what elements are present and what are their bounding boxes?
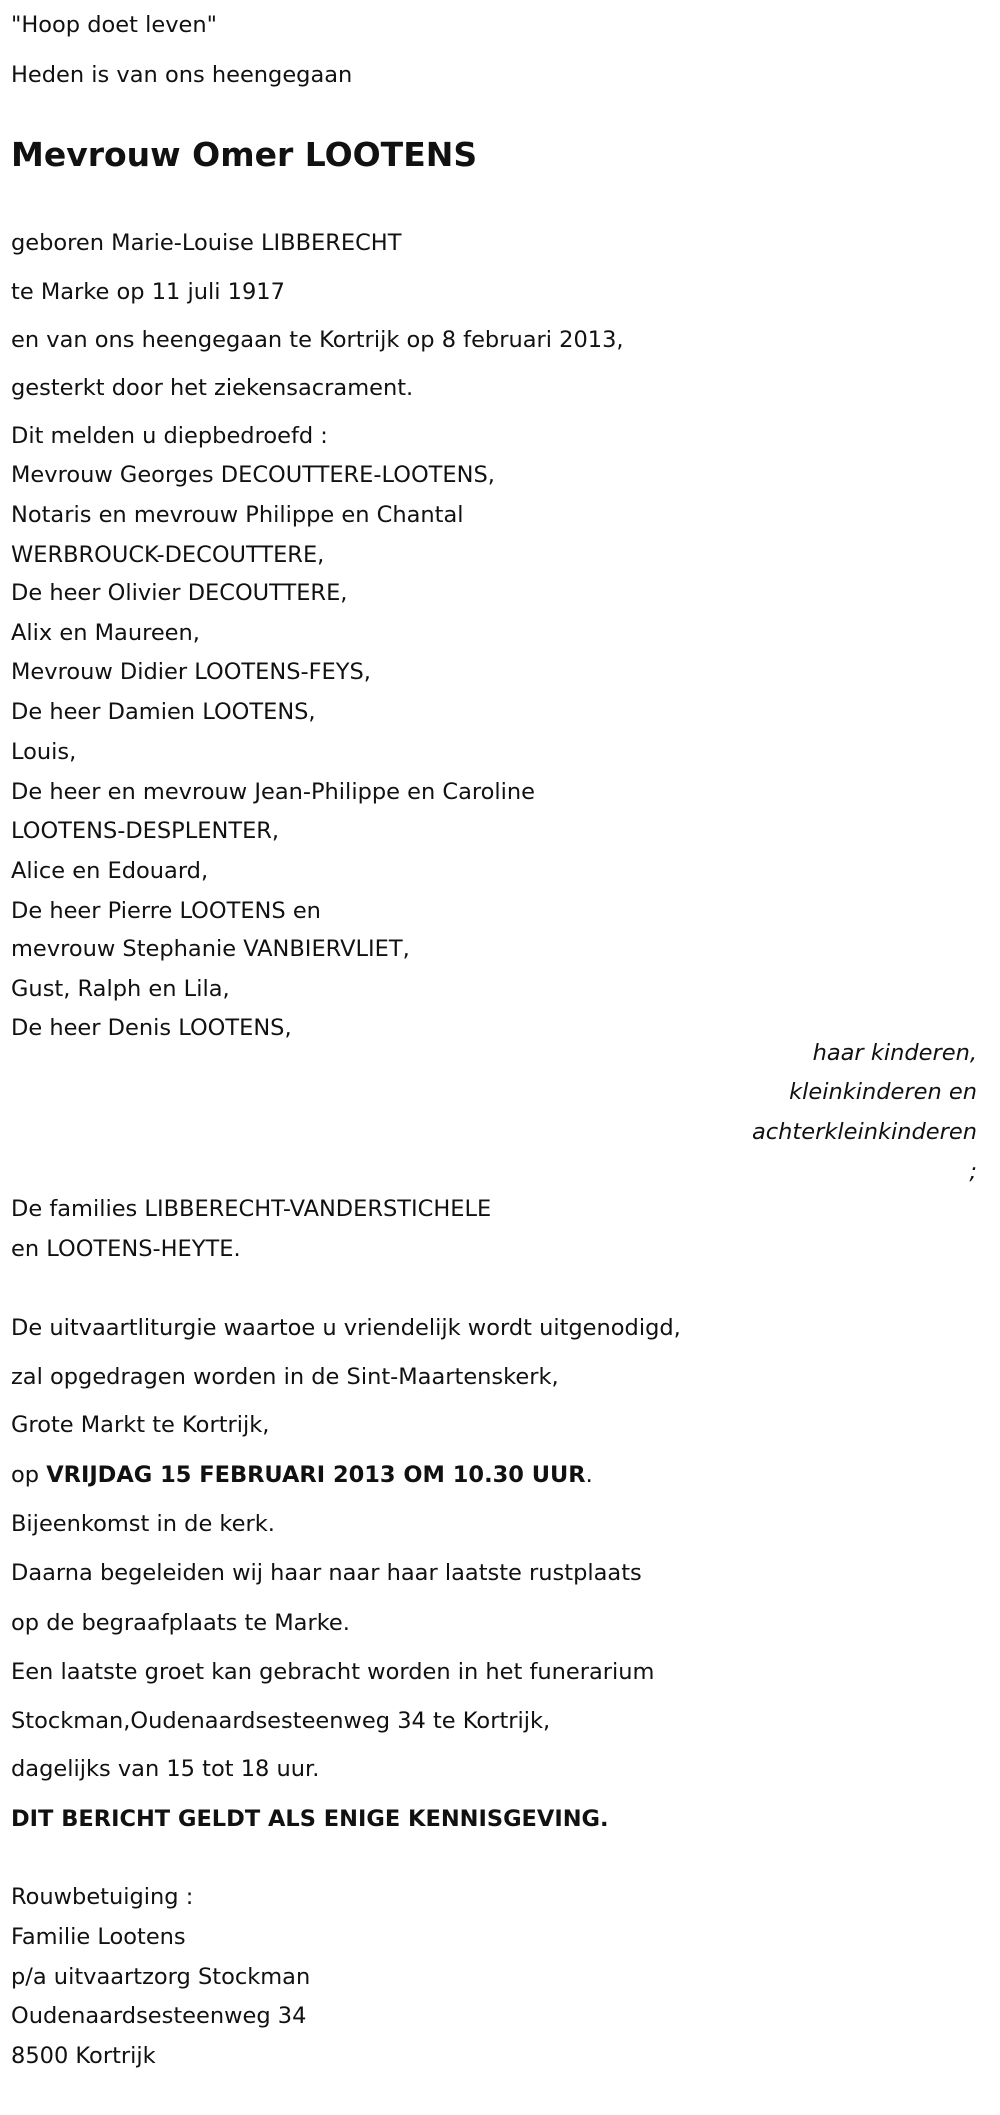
mourner-line: Alix en Maureen,: [11, 620, 200, 646]
mourners-intro: Dit melden u diepbedroefd :: [11, 423, 328, 449]
mourner-line: Mevrouw Georges DECOUTTERE-LOOTENS,: [11, 462, 495, 488]
condolence-line: Familie Lootens: [11, 1924, 186, 1950]
mourner-line: WERBROUCK-DECOUTTERE,: [11, 542, 325, 568]
funeral-line: zal opgedragen worden in de Sint-Maartenskerk,: [11, 1364, 559, 1390]
mourner-line: LOOTENS-DESPLENTER,: [11, 818, 280, 844]
mourner-line: De heer en mevrouw Jean-Philippe en Caroline: [11, 779, 536, 805]
condolence-line: p/a uitvaartzorg Stockman: [11, 1964, 311, 1990]
mourner-line: Alice en Edouard,: [11, 858, 209, 884]
condolence-line: Oudenaardsesteenweg 34: [11, 2003, 307, 2029]
family-line: De families LIBBERECHT-VANDERSTICHELE: [11, 1196, 492, 1222]
motto: "Hoop doet leven": [11, 12, 217, 38]
date-prefix: op: [11, 1462, 47, 1488]
birth-line: geboren Marie-Louise LIBBERECHT: [11, 230, 402, 256]
relation-line: ;: [969, 1159, 977, 1185]
birth-line: en van ons heengegaan te Kortrijk op 8 februari 2013,: [11, 327, 624, 353]
date-suffix: .: [585, 1462, 593, 1488]
date-bold: VRIJDAG 15 FEBRUARI 2013 OM 10.30 UUR: [46, 1462, 586, 1488]
relation-line: achterkleinkinderen: [752, 1119, 977, 1145]
notice-line: DIT BERICHT GELDT ALS ENIGE KENNISGEVING.: [11, 1806, 609, 1832]
deceased-name: Mevrouw Omer LOOTENS: [11, 135, 478, 174]
mourner-line: Notaris en mevrouw Philippe en Chantal: [11, 502, 464, 528]
relation-line: haar kinderen,: [812, 1040, 977, 1066]
mourner-line: De heer Damien LOOTENS,: [11, 699, 316, 725]
birth-line: gesterkt door het ziekensacrament.: [11, 375, 414, 401]
funeral-line: Grote Markt te Kortrijk,: [11, 1412, 270, 1438]
funeral-line: op de begraafplaats te Marke.: [11, 1610, 350, 1636]
mourner-line: De heer Olivier DECOUTTERE,: [11, 580, 348, 606]
funeral-line: Een laatste groet kan gebracht worden in het funerarium: [11, 1659, 655, 1685]
birth-line: te Marke op 11 juli 1917: [11, 279, 285, 305]
mourner-line: De heer Pierre LOOTENS en: [11, 898, 321, 924]
funeral-line: De uitvaartliturgie waartoe u vriendelijk wordt uitgenodigd,: [11, 1315, 681, 1341]
funeral-line: Stockman,Oudenaardsesteenweg 34 te Kortrijk,: [11, 1708, 551, 1734]
family-line: en LOOTENS-HEYTE.: [11, 1236, 241, 1262]
funeral-line: dagelijks van 15 tot 18 uur.: [11, 1756, 320, 1782]
mourner-line: Gust, Ralph en Lila,: [11, 976, 230, 1002]
funeral-line: Bijeenkomst in de kerk.: [11, 1511, 275, 1537]
mourner-line: Louis,: [11, 739, 77, 765]
mourner-line: De heer Denis LOOTENS,: [11, 1015, 292, 1041]
intro-text: Heden is van ons heengegaan: [11, 62, 353, 88]
mourner-line: Mevrouw Didier LOOTENS-FEYS,: [11, 659, 371, 685]
condolence-line: Rouwbetuiging :: [11, 1884, 194, 1910]
condolence-line: 8500 Kortrijk: [11, 2043, 156, 2069]
relation-line: kleinkinderen en: [789, 1079, 977, 1105]
funeral-date: [11, 1455, 593, 1495]
mourner-line: mevrouw Stephanie VANBIERVLIET,: [11, 936, 410, 962]
funeral-line: Daarna begeleiden wij haar naar haar laatste rustplaats: [11, 1560, 642, 1586]
